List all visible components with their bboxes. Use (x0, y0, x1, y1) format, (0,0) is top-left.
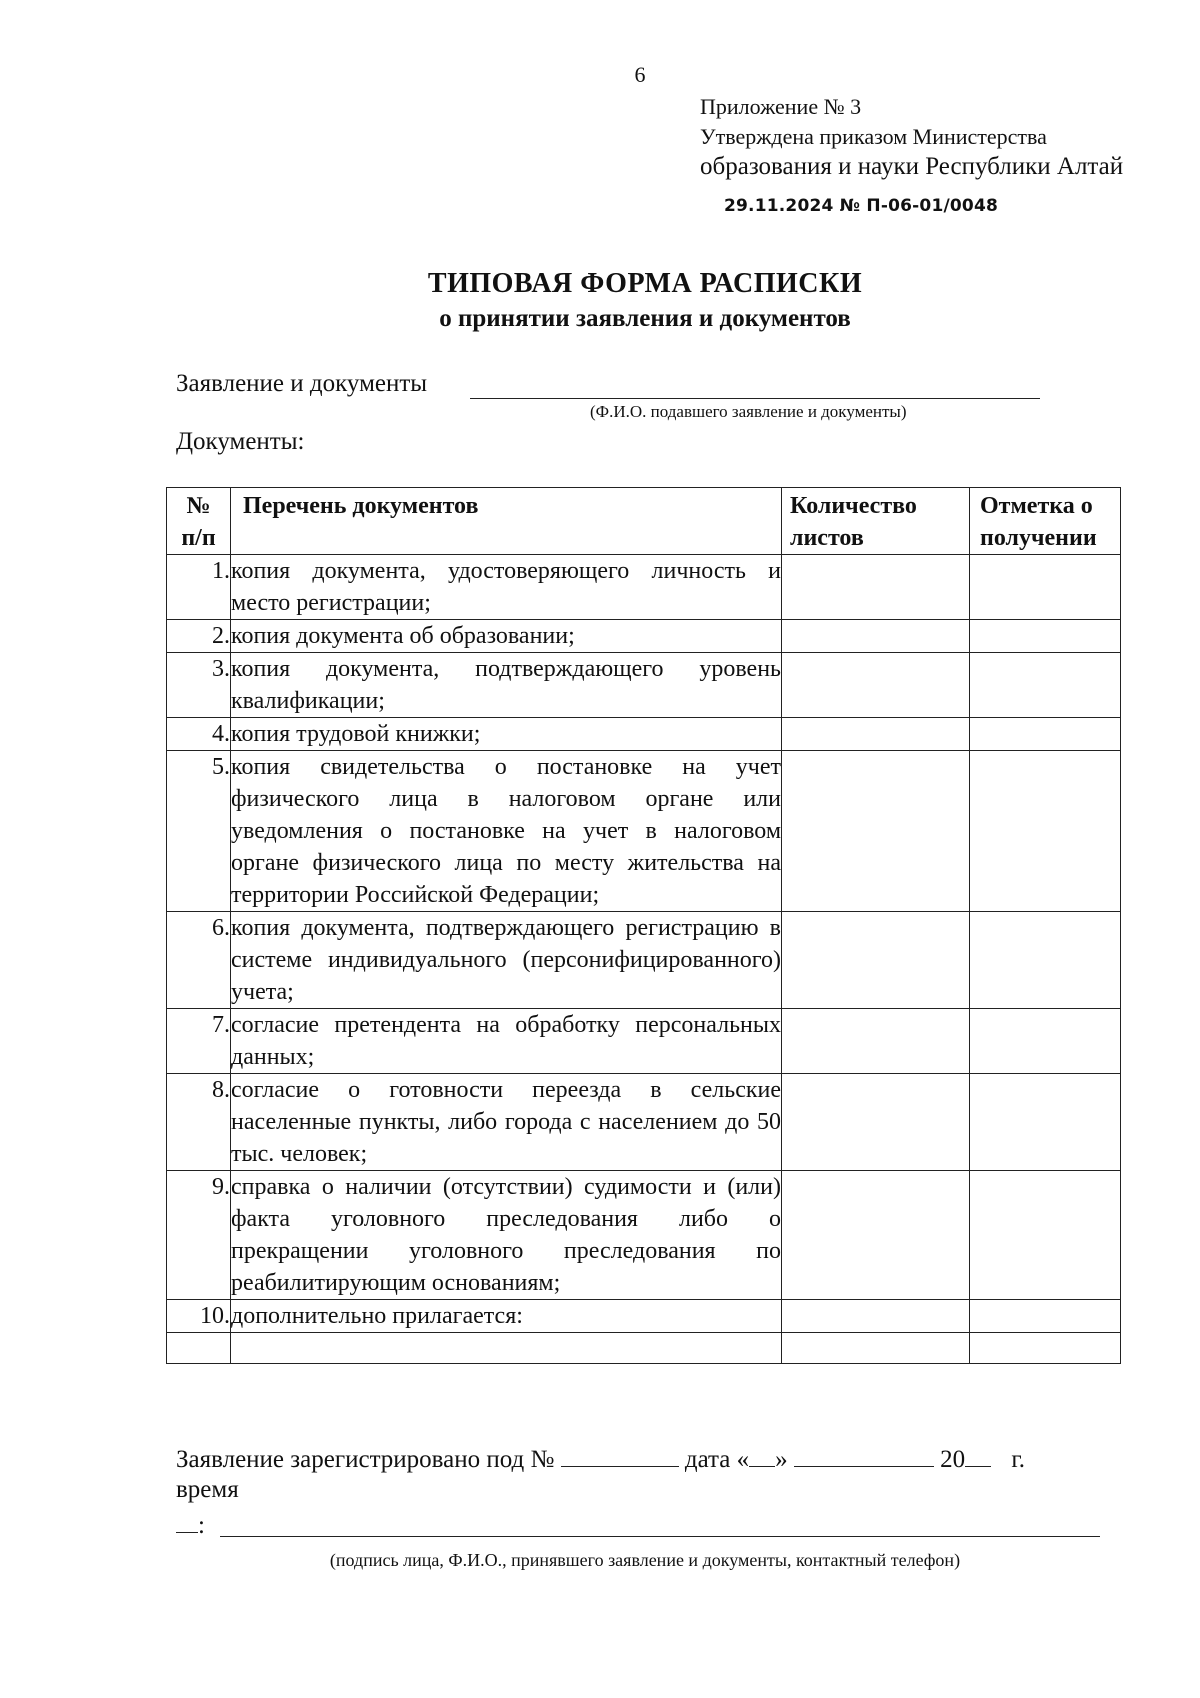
header-number-line-1: № (186, 493, 211, 519)
row-document: дополнительно прилагается: (231, 1300, 782, 1333)
blank-document-cell[interactable] (231, 1333, 782, 1364)
time-separator: : (198, 1512, 205, 1539)
registration-year-field[interactable] (965, 1444, 991, 1467)
header-number (167, 488, 231, 555)
table-header-row (167, 488, 1121, 555)
approval-block (700, 92, 1123, 182)
row-number: 5. (167, 751, 231, 912)
row-document: согласие о готовности переезда в сельские населенные пункты, либо города с населением до 50 тыс. человек; (231, 1074, 782, 1171)
table-row (167, 912, 1121, 1009)
header-receipt-mark (970, 488, 1121, 555)
row-number: 4. (167, 718, 231, 751)
row-receipt-mark-cell[interactable] (970, 555, 1121, 620)
table-row (167, 653, 1121, 718)
row-receipt-mark-cell[interactable] (970, 912, 1121, 1009)
table-row (167, 1009, 1121, 1074)
row-document: копия свидетельства о постановке на учет физического лица в налоговом органе или уведомления о постановке на учет в налоговом органе физического лица по месту жительства на территории Российской Федерации; (231, 751, 782, 912)
registration-day-field[interactable] (749, 1444, 775, 1467)
row-number: 2. (167, 620, 231, 653)
registration-label: Заявление зарегистрировано под № (176, 1446, 555, 1473)
header-mark-line-1: Отметка о (980, 493, 1093, 519)
blank-sheet-count-cell[interactable] (782, 1333, 970, 1364)
documents-table (166, 487, 1121, 1364)
row-document: справка о наличии (отсутствии) судимости и (или) факта уголовного преследования либо о прекращении уголовного преследования по реабилитирующим основаниям; (231, 1171, 782, 1300)
row-sheet-count-cell[interactable] (782, 620, 970, 653)
row-sheet-count-cell[interactable] (782, 653, 970, 718)
header-mark-line-2: получении (980, 525, 1097, 551)
row-number: 7. (167, 1009, 231, 1074)
table-row (167, 751, 1121, 912)
table-row (167, 1171, 1121, 1300)
table-row-blank (167, 1333, 1121, 1364)
header-sheet-count (782, 488, 970, 555)
row-number: 1. (167, 555, 231, 620)
row-receipt-mark-cell[interactable] (970, 1074, 1121, 1171)
signature-field[interactable] (220, 1536, 1100, 1537)
signature-hint: (подпись лица, Ф.И.О., принявшего заявление и документы, контактный телефон) (329, 1550, 961, 1570)
documents-label: Документы: (176, 428, 305, 455)
row-document: копия документа, подтверждающего уровень квалификации; (231, 653, 782, 718)
table-row (167, 1300, 1121, 1333)
row-number: 8. (167, 1074, 231, 1171)
approval-line-3: образования и науки Республики Алтай (700, 153, 1124, 180)
row-sheet-count-cell[interactable] (782, 1300, 970, 1333)
row-receipt-mark-cell[interactable] (970, 653, 1121, 718)
table-row (167, 1074, 1121, 1171)
approval-line-2: Утверждена приказом Министерства (700, 124, 1047, 149)
page-number: 6 (634, 62, 646, 87)
row-sheet-count-cell[interactable] (782, 1171, 970, 1300)
row-number: 10. (167, 1300, 231, 1333)
header-document-list: Перечень документов (231, 488, 782, 555)
row-number: 3. (167, 653, 231, 718)
applicant-name-field[interactable] (470, 398, 1040, 399)
header-count-line-1: Количество (790, 493, 917, 519)
table-row (167, 620, 1121, 653)
row-receipt-mark-cell[interactable] (970, 751, 1121, 912)
table-row (167, 718, 1121, 751)
registration-date-close: » (775, 1446, 788, 1473)
header-count-line-2: листов (790, 525, 864, 551)
document-subtitle: о принятии заявления и документов (439, 305, 851, 332)
order-reference: 29.11.2024 № П-06-01/0048 (724, 196, 999, 216)
row-document: согласие претендента на обработку персональных данных; (231, 1009, 782, 1074)
applicant-label: Заявление и документы (176, 370, 428, 397)
row-sheet-count-cell[interactable] (782, 1074, 970, 1171)
row-document: копия трудовой книжки; (231, 718, 782, 751)
registration-year-prefix: 20 (940, 1446, 966, 1473)
registration-date-label: дата « (684, 1446, 750, 1473)
time-label: время (176, 1476, 239, 1503)
row-receipt-mark-cell[interactable] (970, 1009, 1121, 1074)
registration-number-field[interactable] (561, 1444, 679, 1467)
registration-year-suffix: г. (1011, 1446, 1026, 1473)
row-sheet-count-cell[interactable] (782, 718, 970, 751)
approval-line-1: Приложение № 3 (700, 94, 862, 119)
registration-row (176, 1444, 1120, 1474)
row-document: копия документа об образовании; (231, 620, 782, 653)
time-row (176, 1512, 205, 1540)
row-number: 9. (167, 1171, 231, 1300)
applicant-hint: (Ф.И.О. подавшего заявление и документы) (590, 402, 907, 421)
row-sheet-count-cell[interactable] (782, 751, 970, 912)
row-sheet-count-cell[interactable] (782, 1009, 970, 1074)
row-document: копия документа, удостоверяющего личность и место регистрации; (231, 555, 782, 620)
blank-receipt-mark-cell[interactable] (970, 1333, 1121, 1364)
row-receipt-mark-cell[interactable] (970, 1171, 1121, 1300)
row-receipt-mark-cell[interactable] (970, 718, 1121, 751)
row-receipt-mark-cell[interactable] (970, 620, 1121, 653)
row-sheet-count-cell[interactable] (782, 912, 970, 1009)
header-number-line-2: п/п (181, 525, 216, 551)
document-title: ТИПОВАЯ ФОРМА РАСПИСКИ (427, 268, 863, 299)
row-document: копия документа, подтверждающего регистрацию в системе индивидуального (персонифицированного) учета; (231, 912, 782, 1009)
row-sheet-count-cell[interactable] (782, 555, 970, 620)
time-hours-field[interactable] (176, 1512, 198, 1533)
row-number: 6. (167, 912, 231, 1009)
blank-number-cell (167, 1333, 231, 1364)
table-row (167, 555, 1121, 620)
row-receipt-mark-cell[interactable] (970, 1300, 1121, 1333)
registration-month-field[interactable] (794, 1444, 934, 1467)
